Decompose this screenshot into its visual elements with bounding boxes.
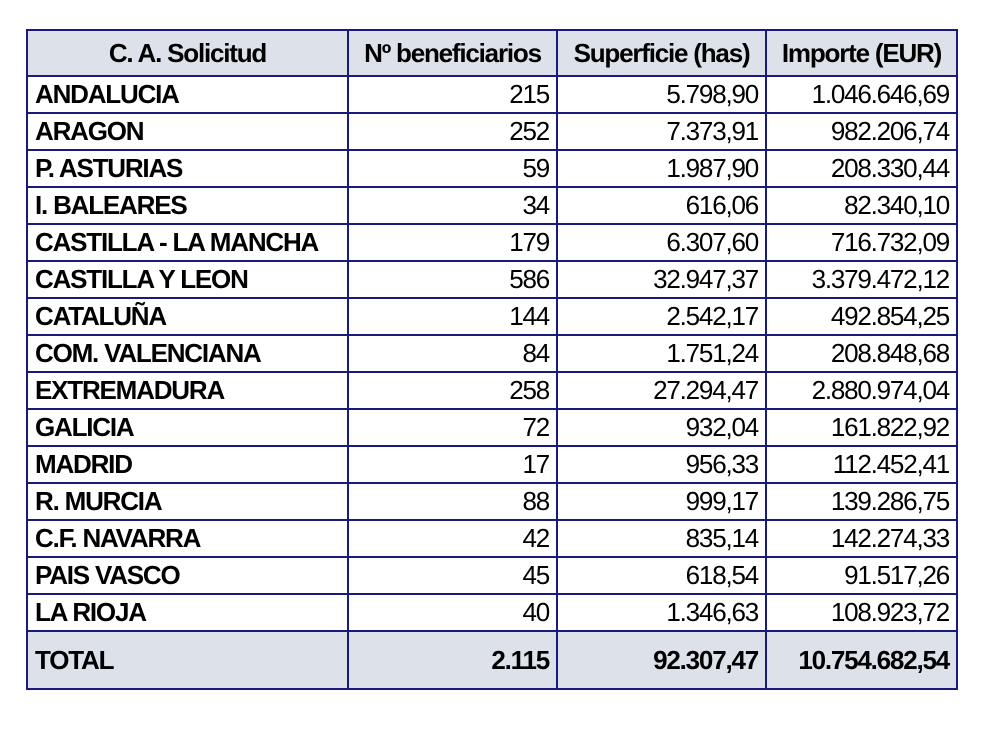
total-row — [27, 631, 957, 689]
amount-cell: 716.732,09 — [766, 224, 957, 261]
amount-cell: 208.848,68 — [766, 335, 957, 372]
amount-cell: 142.274,33 — [766, 520, 957, 557]
amount-cell: 82.340,10 — [766, 187, 957, 224]
beneficiaries-cell: 72 — [348, 409, 557, 446]
region-cell: EXTREMADURA — [27, 372, 348, 409]
area-cell: 27.294,47 — [557, 372, 766, 409]
beneficiaries-cell: 258 — [348, 372, 557, 409]
beneficiaries-cell: 215 — [348, 76, 557, 113]
amount-cell: 108.923,72 — [766, 594, 957, 631]
amount-cell: 208.330,44 — [766, 150, 957, 187]
beneficiaries-cell: 88 — [348, 483, 557, 520]
area-cell: 6.307,60 — [557, 224, 766, 261]
header-row — [27, 30, 957, 76]
beneficiaries-cell: 144 — [348, 298, 557, 335]
table-row — [27, 446, 957, 483]
beneficiaries-cell: 252 — [348, 113, 557, 150]
table-row — [27, 409, 957, 446]
region-cell: C.F. NAVARRA — [27, 520, 348, 557]
table-row — [27, 150, 957, 187]
header-area: Superficie (has) — [557, 30, 766, 76]
beneficiaries-cell: 179 — [348, 224, 557, 261]
table-body — [27, 76, 957, 631]
beneficiaries-cell: 45 — [348, 557, 557, 594]
header-region: C. A. Solicitud — [27, 30, 348, 76]
region-cell: CASTILLA Y LEON — [27, 261, 348, 298]
region-cell: GALICIA — [27, 409, 348, 446]
table-row — [27, 483, 957, 520]
region-cell: CATALUÑA — [27, 298, 348, 335]
beneficiaries-cell: 586 — [348, 261, 557, 298]
amount-cell: 112.452,41 — [766, 446, 957, 483]
header-beneficiaries: Nº beneficiarios — [348, 30, 557, 76]
region-cell: MADRID — [27, 446, 348, 483]
area-cell: 999,17 — [557, 483, 766, 520]
table-footer — [27, 631, 957, 689]
table-row — [27, 224, 957, 261]
amount-cell: 161.822,92 — [766, 409, 957, 446]
table-row — [27, 187, 957, 224]
amount-cell: 3.379.472,12 — [766, 261, 957, 298]
region-cell: I. BALEARES — [27, 187, 348, 224]
area-cell: 618,54 — [557, 557, 766, 594]
area-cell: 956,33 — [557, 446, 766, 483]
region-cell: ARAGON — [27, 113, 348, 150]
area-cell: 1.346,63 — [557, 594, 766, 631]
area-cell: 2.542,17 — [557, 298, 766, 335]
area-cell: 835,14 — [557, 520, 766, 557]
area-cell: 7.373,91 — [557, 113, 766, 150]
table-row — [27, 113, 957, 150]
area-cell: 932,04 — [557, 409, 766, 446]
region-cell: COM. VALENCIANA — [27, 335, 348, 372]
table-row — [27, 372, 957, 409]
beneficiaries-cell: 59 — [348, 150, 557, 187]
region-cell: CASTILLA - LA MANCHA — [27, 224, 348, 261]
region-cell: LA RIOJA — [27, 594, 348, 631]
region-cell: ANDALUCIA — [27, 76, 348, 113]
table-row — [27, 261, 957, 298]
table-row — [27, 557, 957, 594]
region-cell: P. ASTURIAS — [27, 150, 348, 187]
table-row — [27, 520, 957, 557]
amount-cell: 982.206,74 — [766, 113, 957, 150]
amount-cell: 492.854,25 — [766, 298, 957, 335]
area-cell: 1.987,90 — [557, 150, 766, 187]
amount-cell: 1.046.646,69 — [766, 76, 957, 113]
total-amount: 10.754.682,54 — [766, 631, 957, 689]
beneficiaries-table — [26, 29, 958, 690]
beneficiaries-cell: 34 — [348, 187, 557, 224]
region-cell: R. MURCIA — [27, 483, 348, 520]
amount-cell: 91.517,26 — [766, 557, 957, 594]
beneficiaries-cell: 84 — [348, 335, 557, 372]
area-cell: 32.947,37 — [557, 261, 766, 298]
area-cell: 5.798,90 — [557, 76, 766, 113]
table-row — [27, 76, 957, 113]
beneficiaries-cell: 42 — [348, 520, 557, 557]
amount-cell: 2.880.974,04 — [766, 372, 957, 409]
beneficiaries-cell: 40 — [348, 594, 557, 631]
table-row — [27, 594, 957, 631]
total-beneficiaries: 2.115 — [348, 631, 557, 689]
table-row — [27, 335, 957, 372]
header-amount: Importe (EUR) — [766, 30, 957, 76]
amount-cell: 139.286,75 — [766, 483, 957, 520]
table-header — [27, 30, 957, 76]
total-label: TOTAL — [27, 631, 348, 689]
area-cell: 1.751,24 — [557, 335, 766, 372]
table-row — [27, 298, 957, 335]
area-cell: 616,06 — [557, 187, 766, 224]
total-area: 92.307,47 — [557, 631, 766, 689]
region-cell: PAIS VASCO — [27, 557, 348, 594]
beneficiaries-cell: 17 — [348, 446, 557, 483]
